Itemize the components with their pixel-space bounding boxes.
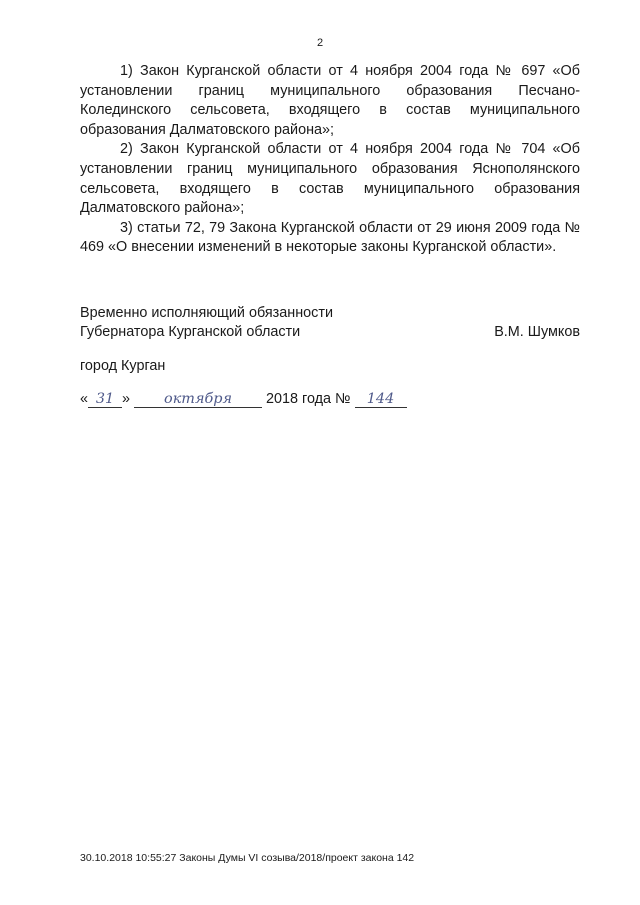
- signature-block: [80, 304, 580, 342]
- law-item-1: 1) Закон Курганской области от 4 ноября 2004 года № 697 «Об установлении границ муниципального образования Песчано-Колединского сельсовета, входящего в состав муниципального образования Далматовского района»;: [80, 63, 580, 138]
- signatory-title-line2: Губернатора Курганской области: [80, 324, 301, 340]
- date-day-handwritten: 31: [88, 391, 122, 408]
- date-line: [80, 391, 407, 408]
- date-year-text: 2018 года №: [266, 391, 351, 407]
- city: город Курган: [80, 358, 166, 374]
- document-number-handwritten: 144: [355, 391, 407, 408]
- footer-stamp: 30.10.2018 10:55:27 Законы Думы VI созыва/2018/проект закона 142: [80, 852, 415, 864]
- date-open-quote: «: [80, 391, 89, 407]
- signatory-title-line1: Временно исполняющий обязанности: [80, 305, 334, 321]
- law-item-2: 2) Закон Курганской области от 4 ноября 2004 года № 704 «Об установлении границ муниципального образования Яснополянского сельсовета, входящего в состав муниципального образования Далматовского района»;: [80, 141, 580, 217]
- page-number: 2: [316, 37, 324, 49]
- date-month-handwritten: октября: [134, 391, 262, 408]
- law-item-3: 3) статьи 72, 79 Закона Курганской области от 29 июня 2009 года № 469 «О внесении изменений в некоторые законы Курганской области».: [80, 219, 580, 256]
- date-close-quote: »: [122, 391, 131, 407]
- law-list: [80, 62, 580, 258]
- signatory-name: В.М. Шумков: [494, 324, 580, 340]
